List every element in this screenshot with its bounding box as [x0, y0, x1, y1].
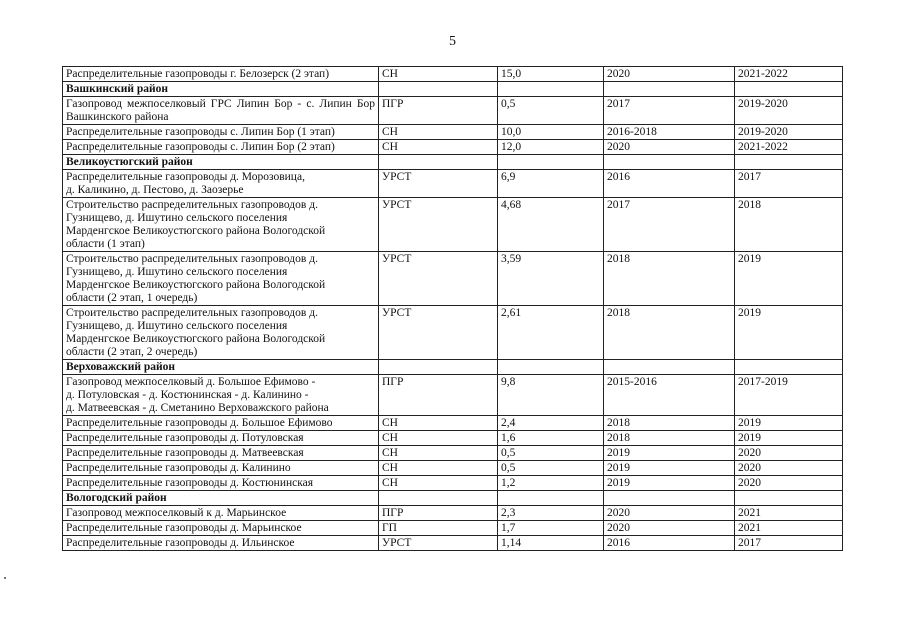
empty-cell: [604, 155, 735, 170]
construction-years-cell: 2017-2019: [735, 375, 843, 416]
pipeline-type-cell: СН: [379, 476, 498, 491]
table-row: [63, 431, 843, 446]
section-row: [63, 155, 843, 170]
pipeline-type-cell: ГП: [379, 521, 498, 536]
design-years-cell: 2018: [604, 306, 735, 360]
design-years-cell: 2020: [604, 140, 735, 155]
design-years-cell: 2020: [604, 521, 735, 536]
table-row: [63, 461, 843, 476]
construction-years-cell: 2020: [735, 446, 843, 461]
pipeline-type-cell: СН: [379, 446, 498, 461]
table-row: [63, 125, 843, 140]
length-cell: 0,5: [498, 446, 604, 461]
empty-cell: [498, 360, 604, 375]
object-name-cell: Распределительные газопроводы д. Калинино: [63, 461, 379, 476]
pipeline-type-cell: ПГР: [379, 506, 498, 521]
table-row: [63, 375, 843, 416]
construction-years-cell: 2017: [735, 170, 843, 198]
table-row: [63, 170, 843, 198]
pipeline-type-cell: УРСТ: [379, 306, 498, 360]
design-years-cell: 2018: [604, 252, 735, 306]
pipeline-type-cell: СН: [379, 67, 498, 82]
length-cell: 6,9: [498, 170, 604, 198]
table-row: [63, 252, 843, 306]
object-name-cell: Строительство распределительных газопроводов д. Гузнищево, д. Ишутино сельского поселения Марденгское Великоустюгского района Вологодской области (1 этап): [63, 198, 379, 252]
construction-years-cell: 2021: [735, 521, 843, 536]
pipeline-type-cell: СН: [379, 125, 498, 140]
object-name-cell: Газопровод межпоселковый к д. Марьинское: [63, 506, 379, 521]
empty-cell: [735, 155, 843, 170]
length-cell: 3,59: [498, 252, 604, 306]
empty-cell: [604, 491, 735, 506]
section-row: [63, 82, 843, 97]
construction-years-cell: 2019: [735, 252, 843, 306]
object-name-cell: Распределительные газопроводы г. Белозерск (2 этап): [63, 67, 379, 82]
length-cell: 4,68: [498, 198, 604, 252]
table-row: [63, 446, 843, 461]
construction-years-cell: 2021-2022: [735, 140, 843, 155]
table-row: [63, 521, 843, 536]
object-name-cell: Газопровод межпоселковый ГРС Липин Бор - с. Липин Бор Вашкинского района: [63, 97, 379, 125]
section-row: [63, 491, 843, 506]
design-years-cell: 2017: [604, 97, 735, 125]
empty-cell: [498, 155, 604, 170]
empty-cell: [498, 491, 604, 506]
design-years-cell: 2016: [604, 536, 735, 551]
object-name-cell: Газопровод межпоселковый д. Большое Ефимово - д. Потуловская - д. Костюнинская - д. Калинино - д. Матвеевская - д. Сметанино Верховажского района: [63, 375, 379, 416]
length-cell: 1,6: [498, 431, 604, 446]
table-row: [63, 476, 843, 491]
pipeline-type-cell: СН: [379, 140, 498, 155]
section-title: Верховажский район: [63, 360, 379, 375]
length-cell: 1,14: [498, 536, 604, 551]
object-name-cell: Распределительные газопроводы д. Ильинское: [63, 536, 379, 551]
length-cell: 12,0: [498, 140, 604, 155]
design-years-cell: 2020: [604, 506, 735, 521]
length-cell: 10,0: [498, 125, 604, 140]
pipeline-type-cell: УРСТ: [379, 170, 498, 198]
construction-years-cell: 2019: [735, 416, 843, 431]
empty-cell: [735, 360, 843, 375]
length-cell: 2,61: [498, 306, 604, 360]
table-row: [63, 416, 843, 431]
construction-years-cell: 2017: [735, 536, 843, 551]
table-row: [63, 198, 843, 252]
design-years-cell: 2019: [604, 446, 735, 461]
object-name-cell: Распределительные газопроводы с. Липин Бор (2 этап): [63, 140, 379, 155]
object-name-cell: Распределительные газопроводы д. Марьинское: [63, 521, 379, 536]
empty-cell: [735, 491, 843, 506]
design-years-cell: 2019: [604, 461, 735, 476]
construction-years-cell: 2018: [735, 198, 843, 252]
scan-edge-mark: [4, 577, 6, 579]
empty-cell: [498, 82, 604, 97]
empty-cell: [604, 360, 735, 375]
construction-years-cell: 2019: [735, 306, 843, 360]
table-body: [63, 67, 843, 551]
table-row: [63, 536, 843, 551]
construction-years-cell: 2021: [735, 506, 843, 521]
section-title: Великоустюгский район: [63, 155, 379, 170]
table-row: [63, 97, 843, 125]
section-title: Вологодский район: [63, 491, 379, 506]
design-years-cell: 2015-2016: [604, 375, 735, 416]
design-years-cell: 2018: [604, 416, 735, 431]
construction-years-cell: 2020: [735, 461, 843, 476]
table-row: [63, 140, 843, 155]
empty-cell: [379, 491, 498, 506]
table-row: [63, 506, 843, 521]
length-cell: 2,3: [498, 506, 604, 521]
design-years-cell: 2016: [604, 170, 735, 198]
section-title: Вашкинский район: [63, 82, 379, 97]
length-cell: 15,0: [498, 67, 604, 82]
object-name-cell: Распределительные газопроводы д. Костюнинская: [63, 476, 379, 491]
design-years-cell: 2018: [604, 431, 735, 446]
pipeline-type-cell: УРСТ: [379, 536, 498, 551]
object-name-cell: Распределительные газопроводы д. Матвеевская: [63, 446, 379, 461]
gas-pipeline-table: [62, 66, 843, 551]
page-number: 5: [449, 34, 456, 49]
length-cell: 1,2: [498, 476, 604, 491]
construction-years-cell: 2019-2020: [735, 97, 843, 125]
table-row: [63, 67, 843, 82]
length-cell: 0,5: [498, 461, 604, 476]
length-cell: 2,4: [498, 416, 604, 431]
empty-cell: [379, 360, 498, 375]
empty-cell: [379, 82, 498, 97]
length-cell: 0,5: [498, 97, 604, 125]
design-years-cell: 2017: [604, 198, 735, 252]
object-name-cell: Распределительные газопроводы д. Потуловская: [63, 431, 379, 446]
object-name-cell: Строительство распределительных газопроводов д. Гузнищево, д. Ишутино сельского поселения Марденгское Великоустюгского района Вологодской области (2 этап, 1 очередь): [63, 252, 379, 306]
object-name-cell: Строительство распределительных газопроводов д. Гузнищево, д. Ишутино сельского поселения Марденгское Великоустюгского района Вологодской области (2 этап, 2 очередь): [63, 306, 379, 360]
empty-cell: [604, 82, 735, 97]
pipeline-type-cell: СН: [379, 431, 498, 446]
empty-cell: [735, 82, 843, 97]
pipeline-type-cell: СН: [379, 416, 498, 431]
construction-years-cell: 2020: [735, 476, 843, 491]
construction-years-cell: 2021-2022: [735, 67, 843, 82]
pipeline-type-cell: СН: [379, 461, 498, 476]
construction-years-cell: 2019-2020: [735, 125, 843, 140]
pipeline-type-cell: ПГР: [379, 97, 498, 125]
pipeline-type-cell: ПГР: [379, 375, 498, 416]
object-name-cell: Распределительные газопроводы д. Морозовица, д. Каликино, д. Пестово, д. Заозерье: [63, 170, 379, 198]
design-years-cell: 2016-2018: [604, 125, 735, 140]
construction-years-cell: 2019: [735, 431, 843, 446]
section-row: [63, 360, 843, 375]
object-name-cell: Распределительные газопроводы с. Липин Бор (1 этап): [63, 125, 379, 140]
pipeline-type-cell: УРСТ: [379, 252, 498, 306]
pipeline-type-cell: УРСТ: [379, 198, 498, 252]
empty-cell: [379, 155, 498, 170]
length-cell: 1,7: [498, 521, 604, 536]
design-years-cell: 2019: [604, 476, 735, 491]
length-cell: 9,8: [498, 375, 604, 416]
table-row: [63, 306, 843, 360]
design-years-cell: 2020: [604, 67, 735, 82]
object-name-cell: Распределительные газопроводы д. Большое Ефимово: [63, 416, 379, 431]
